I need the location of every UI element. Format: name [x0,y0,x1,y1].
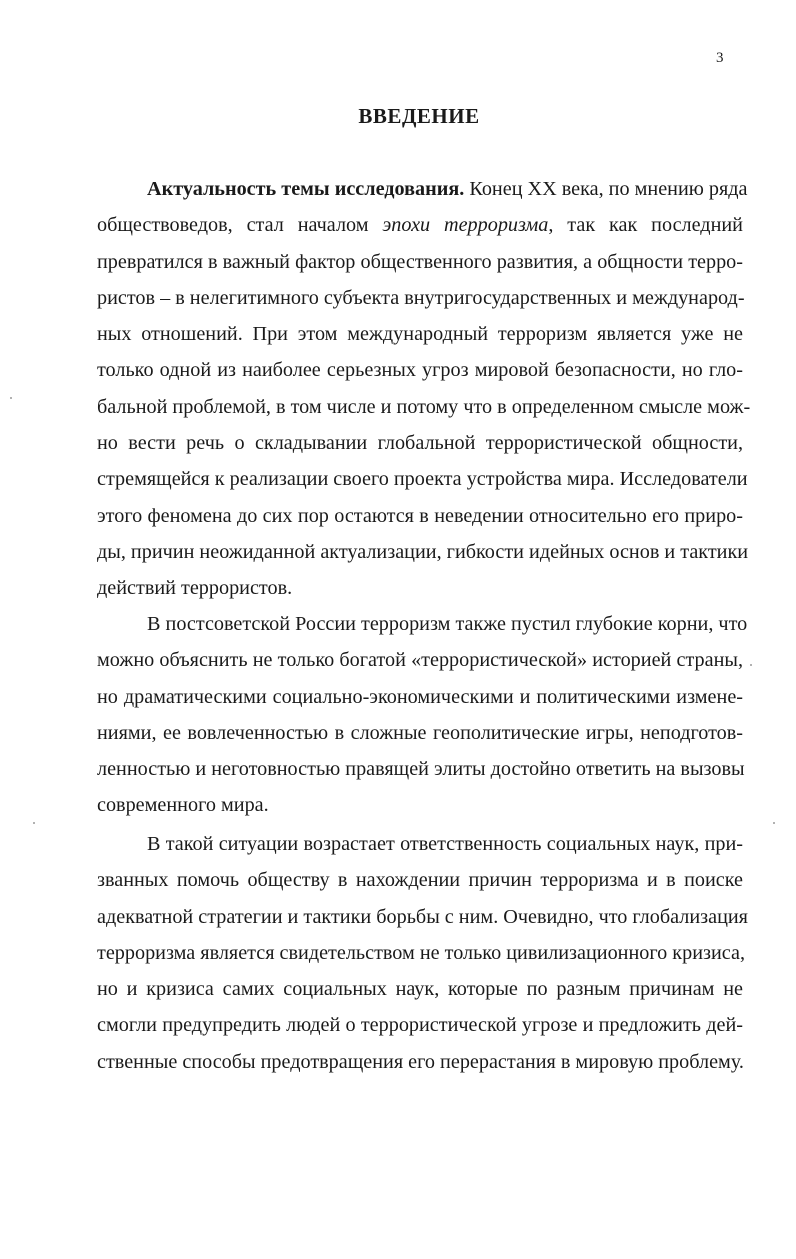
paragraph-line: бальной проблемой, в том числе и потому что в определенном смысле мож- [97,395,751,418]
paragraph-line: но вести речь о складывании глобальной террористической общности, [97,432,743,455]
paragraph-line: но и кризиса самих социальных наук, которые по разным причинам не [97,978,743,1001]
paragraph-2 [97,606,748,824]
paragraph-line: стремящейся к реализации своего проекта устройства мира. Исследователи [97,468,748,491]
paragraph-1 [97,171,751,607]
paragraph-line: превратился в важный фактор общественного развития, а общности терро- [97,250,743,273]
paragraph-line: действий террористов. [97,577,293,600]
emphasis-phrase: эпохи терроризма [382,214,549,237]
lead-phrase: Актуальность темы исследования. [147,178,465,200]
page-number: 3 [716,50,724,66]
scan-speck [750,664,752,666]
paragraph-line: ленностью и неготовностью правящей элиты достойно ответить на вызовы [97,758,745,781]
paragraph-line: терроризма является свидетельством не только цивилизационного кризиса, [97,941,745,964]
paragraph-line: В такой ситуации возрастает ответственность социальных наук, при- [147,833,743,855]
paragraph-line: Актуальность темы исследования. Конец XX века, по мнению ряда [147,178,748,200]
paragraph-line: ристов – в нелегитимного субъекта внутригосударственных и международ- [97,286,745,309]
section-heading: ВВЕДЕНИЕ [358,104,480,128]
paragraph-line: но драматическими социально-экономическими и политическими измене- [97,685,743,708]
paragraph-line: современного мира. [97,794,269,817]
paragraph-line: ды, причин неожиданной актуализации, гибкости идейных основ и тактики [97,540,749,563]
paragraph-line: обществоведов, стал началом эпохи терроризма, так как последний [97,214,743,237]
paragraph-line: званных помочь обществу в нахождении причин терроризма и в поиске [97,869,743,892]
paragraph-line: только одной из наиболее серьезных угроз мировой безопасности, но гло- [97,359,743,382]
paragraph-line: смогли предупредить людей о террористической угрозе и предложить дей- [97,1014,743,1037]
paragraph-line: ственные способы предотвращения его перерастания в мировую проблему. [97,1050,744,1073]
paragraph-line: этого феномена до сих пор остаются в неведении относительно его приро- [97,504,743,527]
scan-speck [773,822,775,824]
paragraph-line: ных отношений. При этом международный терроризм является уже не [97,323,743,346]
scan-speck [10,397,12,399]
paragraph-line: можно объяснить не только богатой «террористической» историей страны, [97,649,743,672]
paragraph-3 [97,826,748,1080]
paragraph-line: В постсоветской России терроризм также пустил глубокие корни, что [147,613,748,635]
scan-speck [33,822,35,824]
paragraph-line: адекватной стратегии и тактики борьбы с ним. Очевидно, что глобализация [97,905,748,928]
paragraph-line: ниями, ее вовлеченностью в сложные геополитические игры, неподготов- [97,721,743,744]
